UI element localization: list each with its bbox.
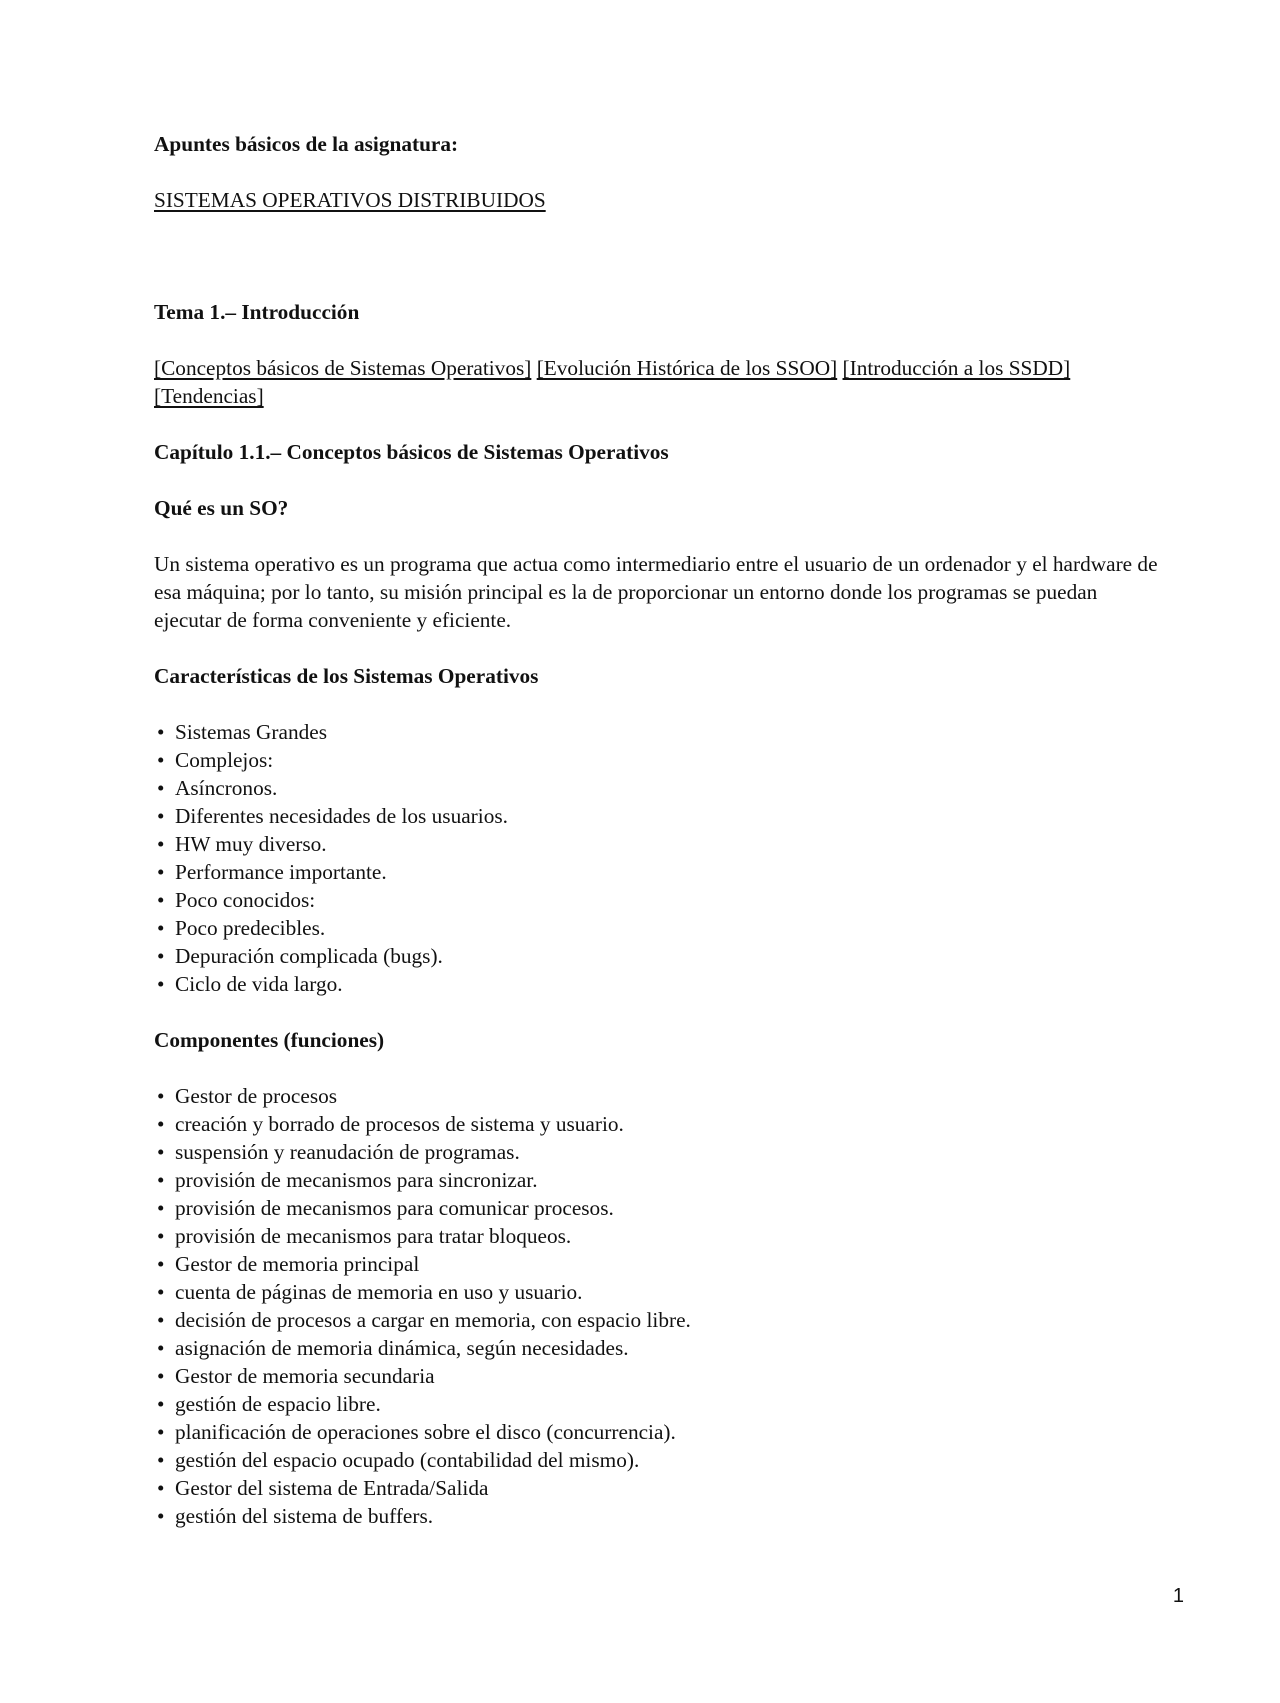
list-item: • Poco predecibles. <box>157 916 326 940</box>
list-item: • Ciclo de vida largo. <box>157 972 343 996</box>
bullet-icon: • <box>157 1280 165 1304</box>
list-item: • gestión de espacio libre. <box>157 1392 381 1416</box>
bullet-icon: • <box>157 1336 165 1360</box>
bullet-icon: • <box>157 1168 165 1192</box>
list-item: • asignación de memoria dinámica, según necesidades. <box>157 1336 629 1360</box>
toc-link-introduccion[interactable]: [Introducción a los SSDD] <box>842 356 1071 380</box>
document-page <box>154 130 1164 1530</box>
list-item: • provisión de mecanismos para comunicar procesos. <box>157 1196 614 1220</box>
components-title: Componentes (funciones) <box>154 1028 385 1052</box>
list-item: • Performance importante. <box>157 860 387 884</box>
characteristics-title: Características de los Sistemas Operativos <box>154 664 539 688</box>
bullet-icon: • <box>157 944 165 968</box>
bullet-icon: • <box>157 776 165 800</box>
list-item: • HW muy diverso. <box>157 832 327 856</box>
bullet-icon: • <box>157 1084 165 1108</box>
list-item: • Depuración complicada (bugs). <box>157 944 443 968</box>
list-item: • gestión del sistema de buffers. <box>157 1504 434 1528</box>
bullet-icon: • <box>157 1392 165 1416</box>
bullet-icon: • <box>157 860 165 884</box>
list-item: • Asíncronos. <box>157 776 278 800</box>
definition-paragraph: Un sistema operativo es un programa que actua como intermediario entre el usuario de un ordenador y el hardware de esa máquina; por lo tanto, su misión principal es la de proporcionar un entorno donde los programas se puedan ejecutar de forma conveniente y eficiente. <box>154 552 1158 632</box>
bullet-icon: • <box>157 1448 165 1472</box>
list-item: • suspensión y reanudación de programas. <box>157 1140 520 1164</box>
list-item: • Poco conocidos: <box>157 888 316 912</box>
list-item: • gestión del espacio ocupado (contabilidad del mismo). <box>157 1448 640 1472</box>
bullet-icon: • <box>157 804 165 828</box>
bullet-icon: • <box>157 1504 165 1528</box>
bullet-icon: • <box>157 1420 165 1444</box>
bullet-icon: • <box>157 720 165 744</box>
list-item: • Sistemas Grandes <box>157 720 328 744</box>
list-item: • Gestor de procesos <box>157 1084 338 1108</box>
components-list <box>154 1082 1164 1530</box>
document-title: Apuntes básicos de la asignatura: <box>154 132 459 156</box>
list-item: • Gestor de memoria secundaria <box>157 1364 435 1388</box>
tema-title: Tema 1.– Introducción <box>154 300 360 324</box>
toc-link-conceptos[interactable]: [Conceptos básicos de Sistemas Operativos] <box>154 356 532 380</box>
page-number: 1 <box>1172 1585 1184 1607</box>
characteristics-list <box>154 718 1164 998</box>
list-item: • provisión de mecanismos para sincronizar. <box>157 1168 538 1192</box>
bullet-icon: • <box>157 1196 165 1220</box>
list-item: • Gestor del sistema de Entrada/Salida <box>157 1476 489 1500</box>
chapter-title: Capítulo 1.1.– Conceptos básicos de Sistemas Operativos <box>154 440 669 464</box>
bullet-icon: • <box>157 1476 165 1500</box>
toc-link-tendencias[interactable]: [Tendencias] <box>154 384 264 408</box>
list-item: • provisión de mecanismos para tratar bloqueos. <box>157 1224 572 1248</box>
bullet-icon: • <box>157 888 165 912</box>
list-item: • cuenta de páginas de memoria en uso y usuario. <box>157 1280 583 1304</box>
bullet-icon: • <box>157 1112 165 1136</box>
bullet-icon: • <box>157 1364 165 1388</box>
list-item: • creación y borrado de procesos de sistema y usuario. <box>157 1112 624 1136</box>
question-title: Qué es un SO? <box>154 496 289 520</box>
bullet-icon: • <box>157 1252 165 1276</box>
bullet-icon: • <box>157 748 165 772</box>
bullet-icon: • <box>157 1224 165 1248</box>
bullet-icon: • <box>157 1140 165 1164</box>
list-item: • decisión de procesos a cargar en memoria, con espacio libre. <box>157 1308 691 1332</box>
toc-link-evolucion[interactable]: [Evolución Histórica de los SSOO] <box>536 356 838 380</box>
list-item: • Diferentes necesidades de los usuarios. <box>157 804 508 828</box>
bullet-icon: • <box>157 916 165 940</box>
toc-links <box>154 354 1164 410</box>
bullet-icon: • <box>157 1308 165 1332</box>
list-item: • Complejos: <box>157 748 274 772</box>
bullet-icon: • <box>157 832 165 856</box>
list-item: • Gestor de memoria principal <box>157 1252 420 1276</box>
document-subject: SISTEMAS OPERATIVOS DISTRIBUIDOS <box>154 188 546 212</box>
list-item: • planificación de operaciones sobre el disco (concurrencia). <box>157 1420 676 1444</box>
bullet-icon: • <box>157 972 165 996</box>
